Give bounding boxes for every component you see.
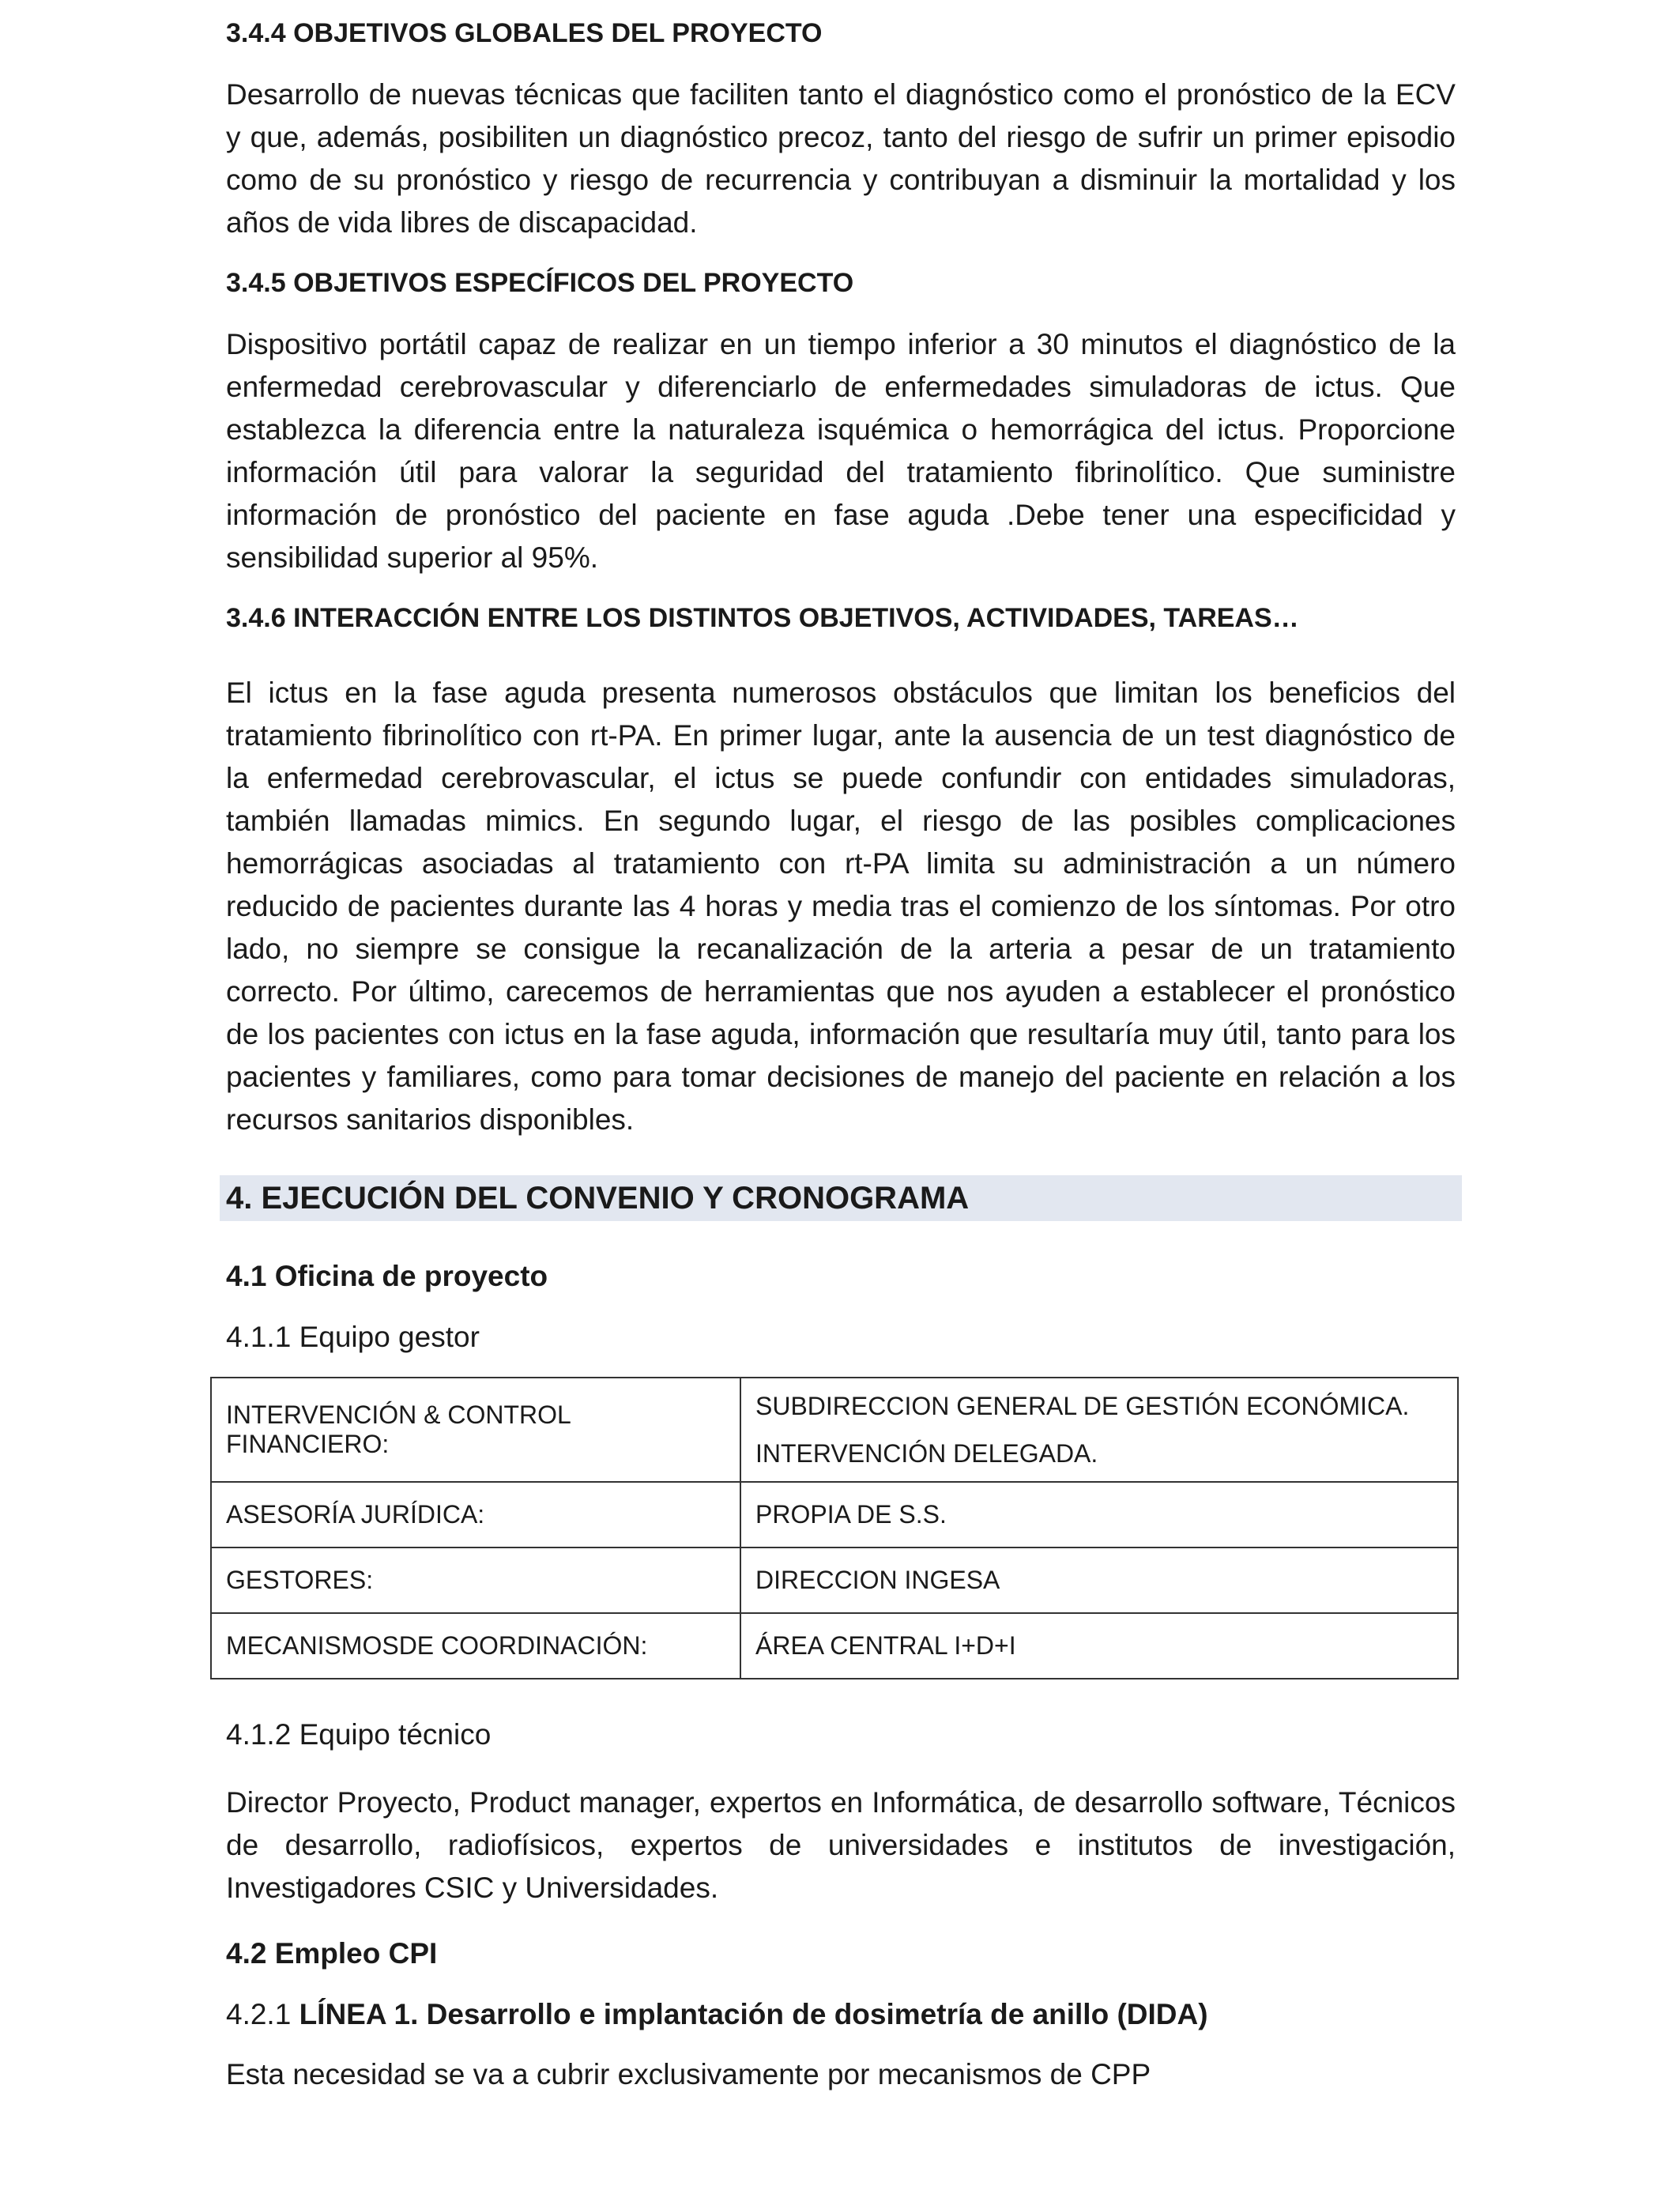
table-cell-label: GESTORES: [211,1547,740,1613]
table-cell-label: ASESORÍA JURÍDICA: [211,1482,740,1547]
subheading-4-1-1: 4.1.1 Equipo gestor [226,1321,480,1353]
table-cell-value: ÁREA CENTRAL I+D+I [740,1613,1458,1679]
paragraph-empleo-cpi: Esta necesidad se va a cubrir exclusivamente por mecanismos de CPP [226,2058,1151,2090]
table-cell-label: MECANISMOSDE COORDINACIÓN: [211,1613,740,1679]
table-cell-value-line: INTERVENCIÓN DELEGADA. [755,1439,1098,1468]
table-cell-value-line: SUBDIRECCION GENERAL DE GESTIÓN ECONÓMICA. [755,1392,1410,1420]
heading-4-1-oficina: 4.1 Oficina de proyecto [226,1260,548,1292]
heading-3-4-4: 3.4.4 OBJETIVOS GLOBALES DEL PROYECTO [226,18,823,48]
table-row [211,1378,1458,1482]
subheading-4-1-2: 4.1.2 Equipo técnico [226,1718,492,1751]
table-row [211,1613,1458,1679]
table-cell-value [740,1378,1458,1482]
table-cell-value: DIRECCION INGESA [740,1547,1458,1613]
subheading-4-2-1-number: 4.2.1 [226,1998,292,2030]
heading-3-4-5: 3.4.5 OBJETIVOS ESPECÍFICOS DEL PROYECTO [226,268,854,298]
paragraph-objetivos-especificos: Dispositivo portátil capaz de realizar en un tiempo inferior a 30 minutos el diagnóstico de la enfermedad cerebrovascular y diferenciarlo de enfermedades simuladoras de ictus. Que establezca la diferencia entre la naturaleza isquémica o hemorrágica del ictus. Proporcione información útil para valorar la seguridad del tratamiento fibrinolítico. Que suministre información de pronóstico del paciente en fase aguda .Debe tener una especificidad y sensibilidad superior al 95%. [226,328,1456,574]
equipo-gestor-table [210,1377,1459,1679]
subheading-4-2-1 [226,1997,1208,2032]
table-row [211,1547,1458,1613]
paragraph-interaccion: El ictus en la fase aguda presenta numerosos obstáculos que limitan los beneficios del tratamiento fibrinolítico con rt-PA. En primer lugar, ante la ausencia de un test diagnóstico de la enfermedad cerebrovascular, el ictus se puede confundir con entidades simuladoras, también llamadas mimics. En segundo lugar, el riesgo de las posibles complicaciones hemorrágicas asociadas al tratamiento con rt-PA limita su administración a un número reducido de pacientes durante las 4 horas y media tras el comienzo de los síntomas. Por otro lado, no siempre se consigue la recanalización de la arteria a pesar de un tratamiento correcto. Por último, carecemos de herramientas que nos ayuden a establecer el pronóstico de los pacientes con ictus en la fase aguda, información que resultaría muy útil, tanto para los pacientes y familiares, como para tomar decisiones de manejo del paciente en relación a los recursos sanitarios disponibles. [226,677,1456,1136]
paragraph-objetivos-globales: Desarrollo de nuevas técnicas que faciliten tanto el diagnóstico como el pronóstico de la ECV y que, además, posibiliten un diagnóstico precoz, tanto del riesgo de sufrir un primer episodio como de su pronóstico y riesgo de recurrencia y contribuyan a disminuir la mortalidad y los años de vida libres de discapacidad. [226,78,1456,239]
table-cell-value: PROPIA DE S.S. [740,1482,1458,1547]
table-row [211,1482,1458,1547]
table-cell-label: INTERVENCIÓN & CONTROL FINANCIERO: [211,1378,740,1482]
heading-3-4-6: 3.4.6 INTERACCIÓN ENTRE LOS DISTINTOS OBJETIVOS, ACTIVIDADES, TAREAS… [226,603,1299,633]
heading-4-2-empleo: 4.2 Empleo CPI [226,1937,438,1970]
paragraph-equipo-tecnico: Director Proyecto, Product manager, expertos en Informática, de desarrollo software, Técnicos de desarrollo, radiofísicos, expertos de universidades e institutos de investigación, Investigadores CSIC y Universidades. [226,1786,1456,1904]
subheading-4-2-1-title: LÍNEA 1. Desarrollo e implantación de dosimetría de anillo (DIDA) [299,1998,1208,2030]
heading-4-ejecucion: 4. EJECUCIÓN DEL CONVENIO Y CRONOGRAMA [226,1181,970,1216]
